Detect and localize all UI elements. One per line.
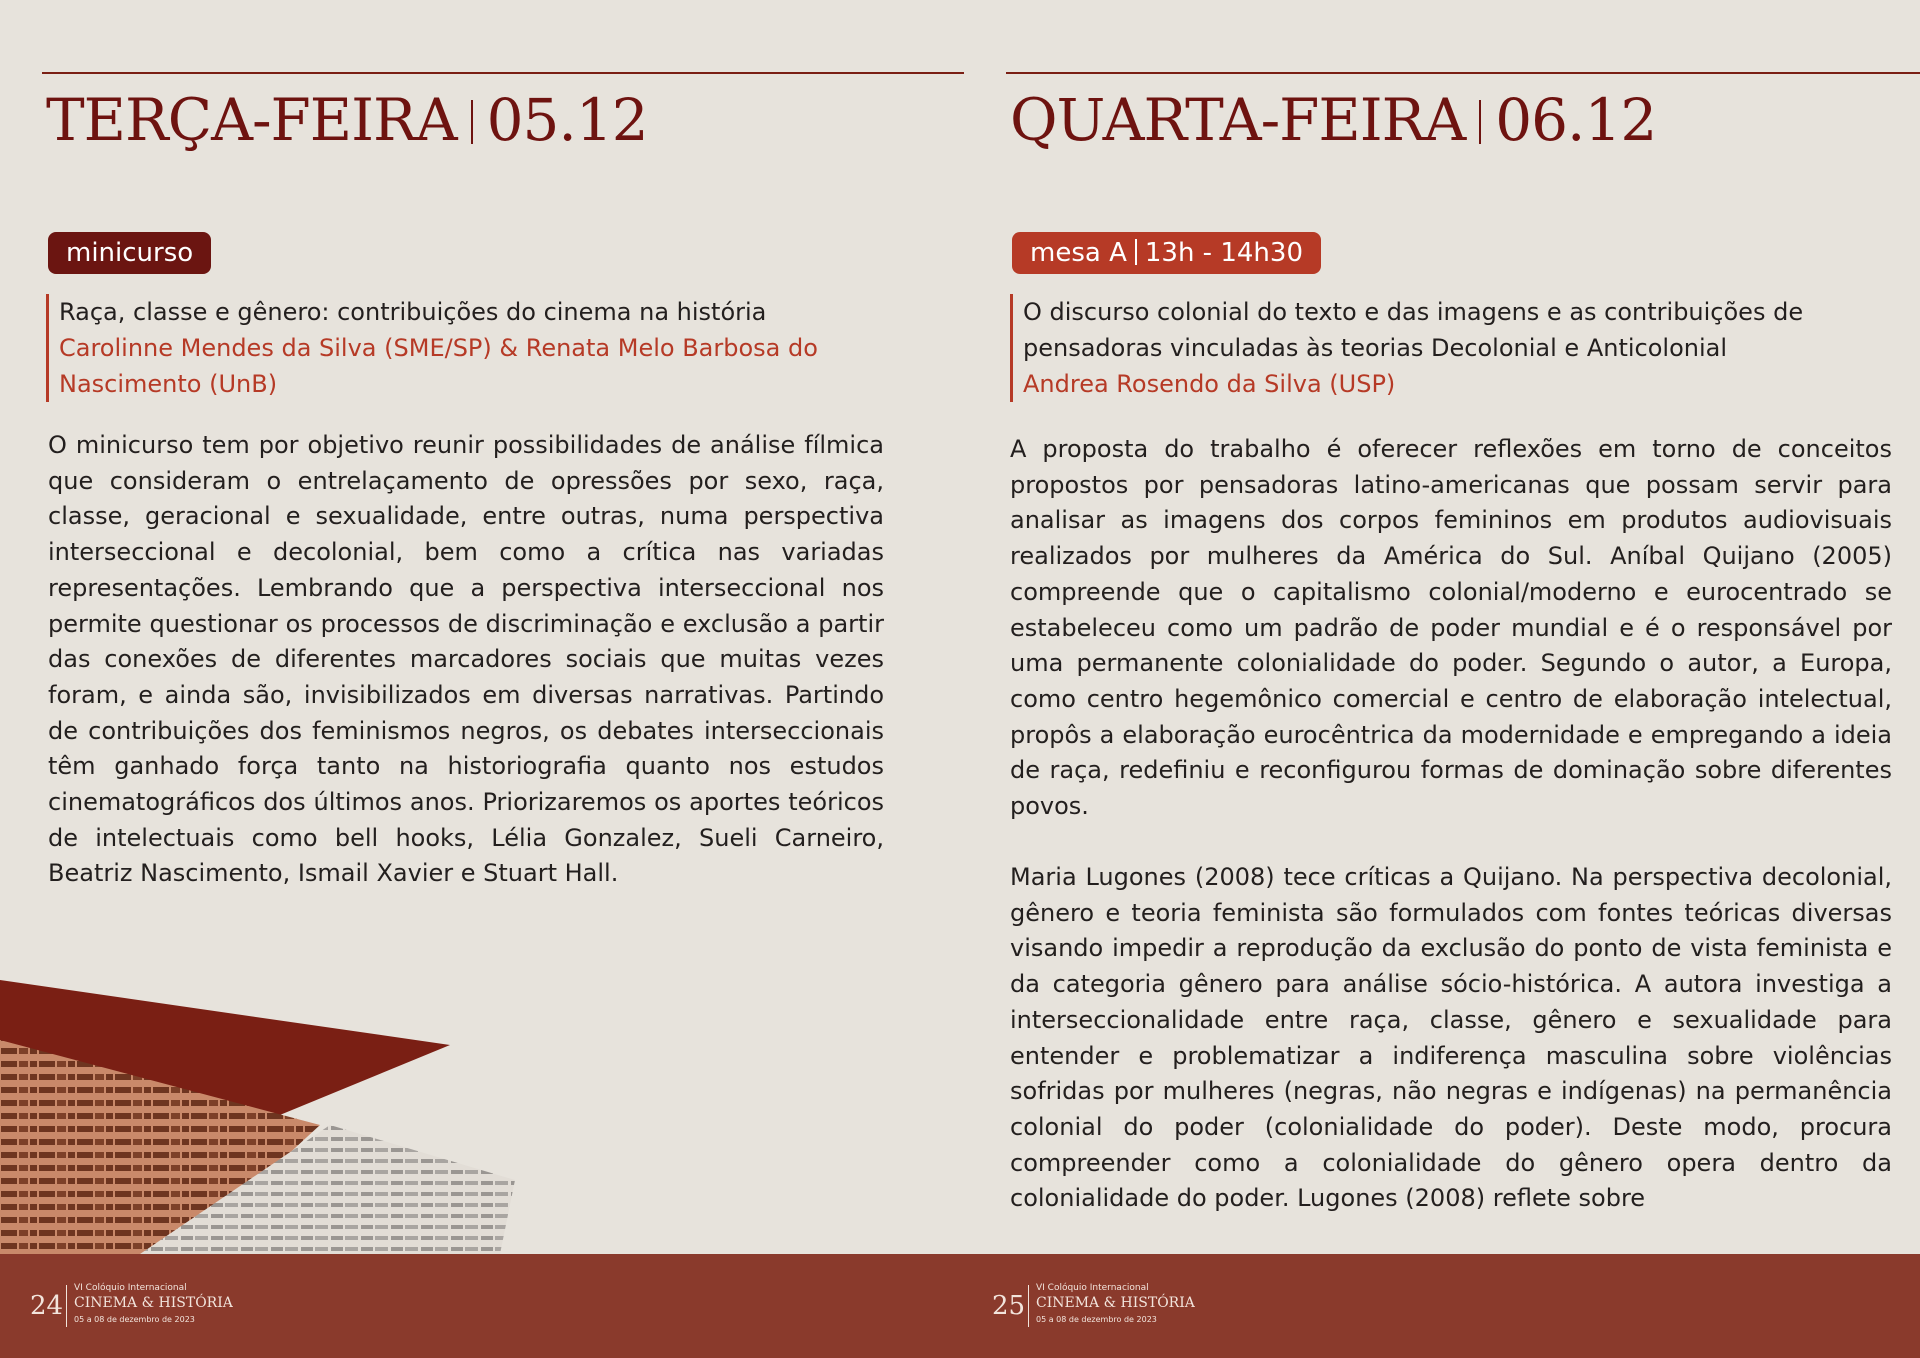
tag-label: mesa A xyxy=(1030,238,1127,268)
session-block xyxy=(46,294,879,402)
title-separator xyxy=(471,100,473,144)
event-line-2: CINEMA & HISTÓRIA xyxy=(74,1295,233,1311)
page-number: 24 xyxy=(30,1291,64,1321)
session-authors: Carolinne Mendes da Silva (SME/SP) & Renata Melo Barbosa do Nascimento (UnB) xyxy=(59,334,818,398)
page-number: 25 xyxy=(992,1291,1026,1321)
event-line-1: VI Colóquio Internacional xyxy=(1036,1283,1149,1293)
session-authors: Andrea Rosendo da Silva (USP) xyxy=(1023,370,1396,398)
event-line-3: 05 a 08 de dezembro de 2023 xyxy=(74,1315,195,1324)
day-name: QUARTA-FEIRA xyxy=(1010,86,1466,154)
top-rule xyxy=(1006,72,1920,74)
folio-divider xyxy=(1028,1285,1029,1327)
day-name: TERÇA-FEIRA xyxy=(46,86,457,154)
session-title: Raça, classe e gênero: contribuições do cinema na história xyxy=(59,298,767,326)
right-page xyxy=(960,0,1920,1254)
session-description: O minicurso tem por objetivo reunir possibilidades de análise fílmica que consideram o entrelaçamento de opressões por sexo, raça, classe, geracional e sexualidade, entre outras, numa perspectiva interseccional e decolonial, bem como a crítica nas variadas representações. Lembrando que a perspectiva interseccional nos permite questionar os processos de discriminação e exclusão a partir das conexões de diferentes marcadores sociais que muitas vezes foram, e ainda são, invisibilizados em diversas narrativas. Partindo de contribuições dos feminismos negros, os debates interseccionais têm ganhado força tanto na historiografia quanto nos estudos cinematográficos dos últimos anos. Priorizaremos os aportes teóricos de intelectuais como bell hooks, Lélia Gonzalez, Sueli Carneiro, Beatriz Nascimento, Ismail Xavier e Stuart Hall. xyxy=(48,431,884,888)
description-paragraph-2: Maria Lugones (2008) tece críticas a Quijano. Na perspectiva decolonial, gênero e teoria feminista são formulados com fontes teóricas diversas visando impedir a reprodução da exclusão do ponto de vista feminista e da categoria gênero para análise sócio-histórica. A autora investiga a interseccionalidade entre raça, classe, gênero e sexualidade para entender e problematizar a indiferença masculina sobre violências sofridas por mulheres (negras, não negras e indígenas) na permanência colonial do poder (colonialidade do poder). Deste modo, procura compreender como a colonialidade do gênero opera dentro da colonialidade do poder. Lugones (2008) reflete sobre xyxy=(1010,863,1892,1213)
day-title xyxy=(1010,86,1656,154)
session-tag xyxy=(1012,232,1321,274)
top-rule xyxy=(42,72,964,74)
session-tag xyxy=(48,232,211,274)
day-title xyxy=(46,86,648,154)
tag-time: 13h - 14h30 xyxy=(1144,238,1303,268)
title-separator xyxy=(1479,100,1481,144)
session-title: O discurso colonial do texto e das imagens e as contribuições de pensadoras vinculadas às teorias Decolonial e Anticolonial xyxy=(1023,298,1804,362)
day-date: 05.12 xyxy=(486,86,648,154)
tag-label: minicurso xyxy=(66,238,194,268)
event-line-2: CINEMA & HISTÓRIA xyxy=(1036,1295,1195,1311)
newspaper-collage-decoration xyxy=(0,980,520,1254)
tag-separator xyxy=(1135,239,1137,265)
event-line-1: VI Colóquio Internacional xyxy=(74,1283,187,1293)
day-date: 06.12 xyxy=(1495,86,1657,154)
folio-divider xyxy=(66,1285,67,1327)
footer-band xyxy=(0,1254,1920,1358)
session-block xyxy=(1010,294,1853,402)
description-paragraph-1: A proposta do trabalho é oferecer reflexões em torno de conceitos propostos por pensadoras latino-americanas que possam servir para analisar as imagens dos corpos femininos em produtos audiovisuais realizados por mulheres da América do Sul. Aníbal Quijano (2005) compreende que o capitalismo colonial/moderno e eurocentrado se estabeleceu como um padrão de poder mundial e é o responsável por uma permanente colonialidade do poder. Segundo o autor, a Europa, como centro hegemônico comercial e centro de elaboração intelectual, propôs a elaboração eurocêntrica da modernidade e empregando a ideia de raça, redefiniu e reconfigurou formas de dominação sobre diferentes povos. xyxy=(1010,435,1892,821)
event-line-3: 05 a 08 de dezembro de 2023 xyxy=(1036,1315,1157,1324)
